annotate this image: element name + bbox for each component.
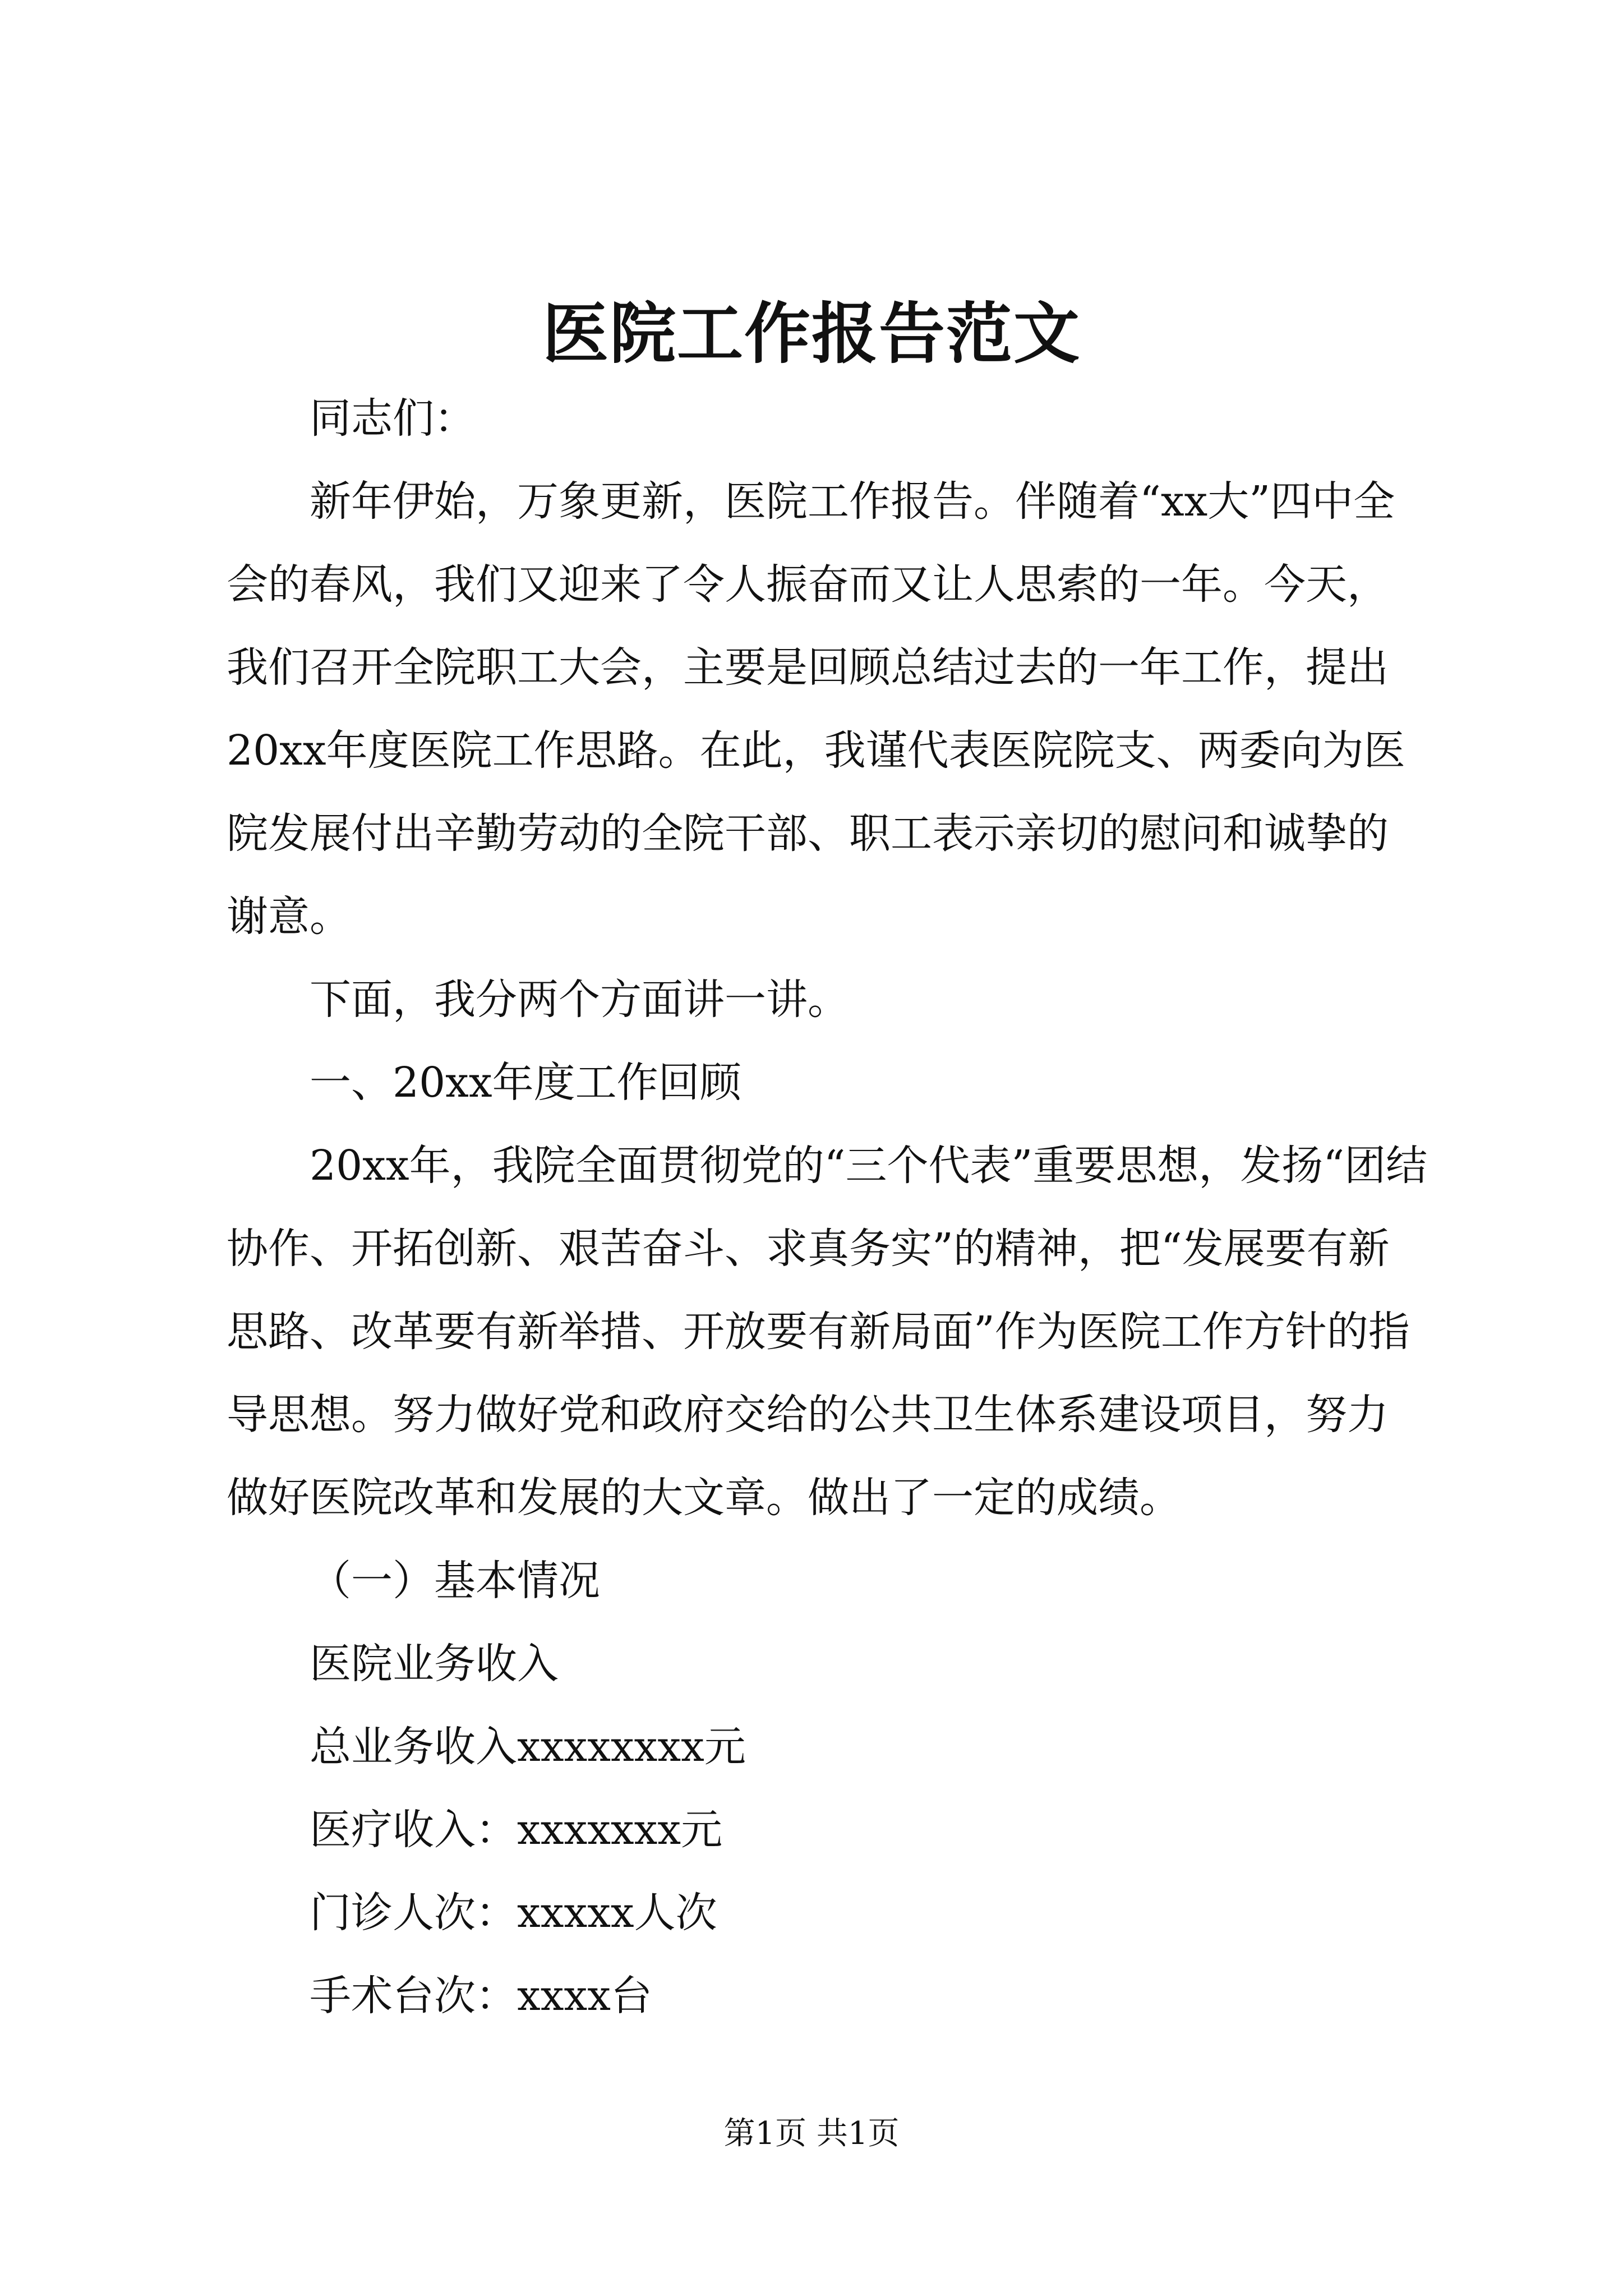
total-income-line: 总业务收入xxxxxxxx元 xyxy=(310,1723,746,1771)
outline-paragraph: 下面，我分两个方面讲一讲。 xyxy=(310,976,849,1024)
document-body xyxy=(227,377,1429,2037)
subsection-heading: （一）基本情况 xyxy=(310,1557,600,1605)
section-heading: 一、20xx年度工作回顾 xyxy=(310,1059,741,1107)
opening-paragraph: 新年伊始，万象更新，医院工作报告。伴随着“xx大”四中全会的春风，我们又迎来了令人振奋而又让人思索的一年。今天，我们召开全院职工大会，主要是回顾总结过去的一年工作，提出20xx年度医院工作思路。在此，我谨代表医院院支、两委向为医院发展付出辛勤劳动的全院干部、职工表示亲切的慰问和诚挚的谢意。 xyxy=(227,477,1405,941)
page-footer: 第1页 共1页 xyxy=(723,2115,900,2152)
document-title: 医院工作报告范文 xyxy=(542,295,1081,372)
surgery-count-line: 手术台次：xxxx台 xyxy=(310,1972,652,2020)
medical-income-line: 医疗收入：xxxxxxx元 xyxy=(310,1806,723,1854)
income-heading: 医院业务收入 xyxy=(310,1640,559,1688)
outpatient-visits-line: 门诊人次：xxxxx人次 xyxy=(310,1889,717,1937)
salutation-paragraph: 同志们： xyxy=(310,394,476,443)
review-paragraph: 20xx年，我院全面贯彻党的“三个代表”重要思想，发扬“团结协作、开拓创新、艰苦奋斗、求真务实”的精神，把“发展要有新思路、改革要有新举措、开放要有新局面”作为医院工作方针的指导思想。努力做好党和政府交给的公共卫生体系建设项目，努力做好医院改革和发展的大文章。做出了一定的成绩。 xyxy=(227,1142,1428,1522)
